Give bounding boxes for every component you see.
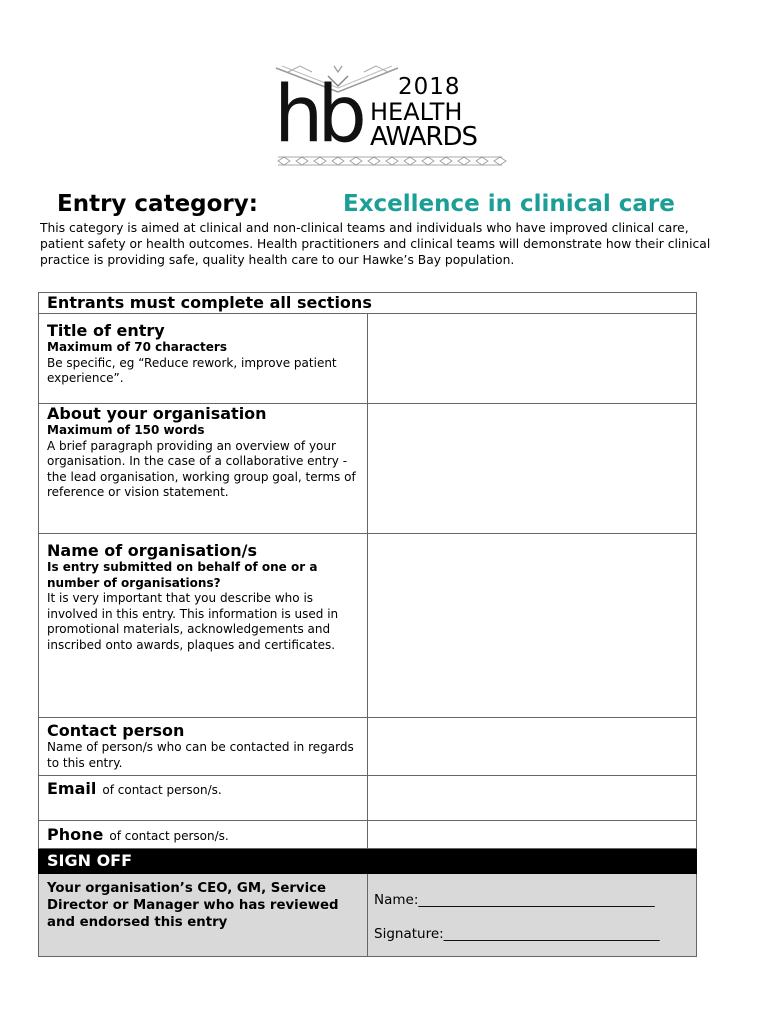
section-title: Email <box>47 779 97 798</box>
logo-year: 2018 <box>398 74 461 100</box>
name-of-organisation-row <box>39 534 697 718</box>
entry-category-label: Entry category: <box>57 191 258 217</box>
name-of-organisation-input-cell[interactable] <box>368 534 697 718</box>
signoff-header: SIGN OFF <box>39 849 697 874</box>
title-of-entry-label-cell <box>39 314 368 404</box>
section-inline-note: of contact person/s. <box>109 829 229 843</box>
section-subtitle: Maximum of 70 characters <box>47 340 227 354</box>
section-subtitle: Is entry submitted on behalf of one or a number of organisations? <box>47 560 318 590</box>
logo-awards-text: AWARDS <box>370 122 478 152</box>
email-input-cell[interactable] <box>368 776 697 821</box>
contact-person-label-cell <box>39 718 368 776</box>
title-of-entry-input-cell[interactable] <box>368 314 697 404</box>
signature-field[interactable]: Signature:________________________________ <box>374 926 660 942</box>
section-instructions: Name of person/s who can be contacted in regards to this entry. <box>47 740 354 770</box>
entry-form-table <box>38 292 697 957</box>
section-instructions: It is very important that you describe who is involved in this entry. This information is used in promotional materials, acknowledgements and inscribed onto awards, plaques and certificates. <box>47 591 339 652</box>
category-description: This category is aimed at clinical and non-clinical teams and individuals who have improved clinical care, patient safety or health outcomes. Health practitioners and clinical teams will demonstrate how their clinical practice is providing safe, quality health care to our Hawke’s Bay population. <box>40 221 711 267</box>
email-row <box>39 776 697 821</box>
section-instructions: Be specific, eg “Reduce rework, improve patient experience”. <box>47 355 337 385</box>
about-organisation-row <box>39 404 697 534</box>
logo-health-text: HEALTH <box>370 98 463 126</box>
endorsement-fields <box>368 874 697 957</box>
section-title: Phone <box>47 825 104 844</box>
section-inline-note: of contact person/s. <box>102 783 222 797</box>
logo-hb-mark: hb <box>274 70 361 160</box>
contact-person-input-cell[interactable] <box>368 718 697 776</box>
section-subtitle: Maximum of 150 words <box>47 423 205 437</box>
section-title: Contact person <box>47 721 185 740</box>
about-organisation-input-cell[interactable] <box>368 404 697 534</box>
form-header-row <box>39 293 697 314</box>
email-label-cell <box>39 776 368 821</box>
endorsement-row <box>39 874 697 957</box>
phone-label-cell <box>39 821 368 849</box>
phone-input-cell[interactable] <box>368 821 697 849</box>
section-title: About your organisation <box>47 404 267 423</box>
logo-pattern-band <box>268 154 508 168</box>
endorsement-label: Your organisation’s CEO, GM, Service Director or Manager who has reviewed and endorsed this entry <box>39 874 368 957</box>
section-title: Title of entry <box>47 321 165 340</box>
entry-category-value: Excellence in clinical care <box>343 191 675 217</box>
phone-row <box>39 821 697 849</box>
title-of-entry-row <box>39 314 697 404</box>
name-of-organisation-label-cell <box>39 534 368 718</box>
health-awards-logo <box>268 62 508 172</box>
form-header: Entrants must complete all sections <box>39 293 697 314</box>
section-instructions: A brief paragraph providing an overview of your organisation. In the case of a collaborative entry - the lead organisation, working group goal, terms of reference or vision statement. <box>47 438 356 499</box>
signoff-row <box>39 849 697 874</box>
section-title: Name of organisation/s <box>47 541 258 560</box>
name-field[interactable]: Name:___________________________________ <box>374 892 655 908</box>
about-organisation-label-cell <box>39 404 368 534</box>
contact-person-row <box>39 718 697 776</box>
